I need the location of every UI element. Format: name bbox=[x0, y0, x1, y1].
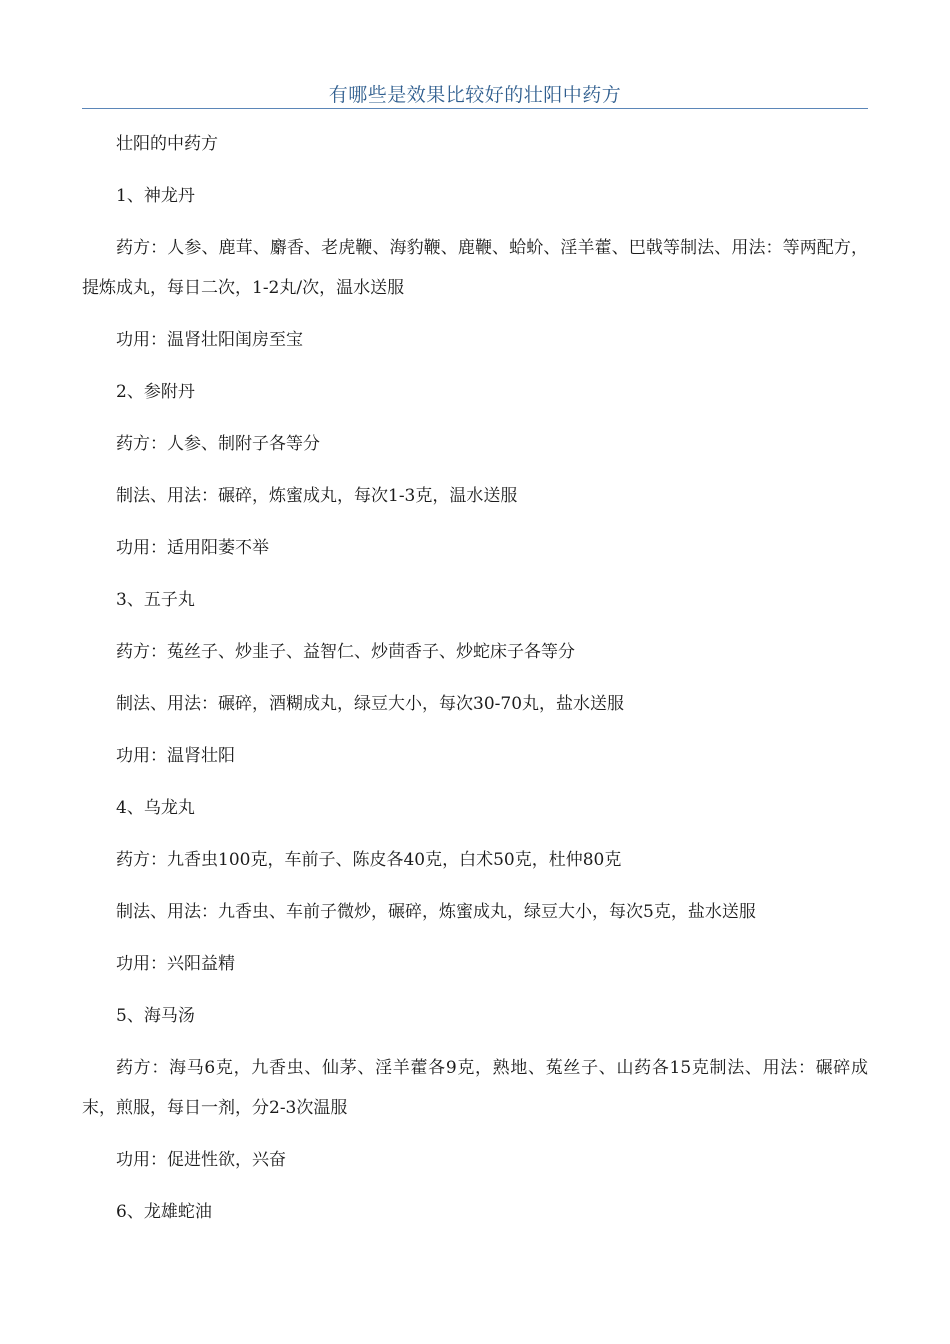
document-body bbox=[82, 124, 868, 1244]
recipe-heading-6: 6、龙雄蛇油 bbox=[116, 1202, 212, 1222]
recipe-3-method: 制法、用法：碾碎，酒糊成丸，绿豆大小，每次30-70丸，盐水送服 bbox=[116, 694, 625, 714]
recipe-heading-1: 1、神龙丹 bbox=[116, 186, 195, 206]
recipe-1-ingredients: 药方：人参、鹿茸、麝香、老虎鞭、海豹鞭、鹿鞭、蛤蚧、淫羊藿、巴戟等制法、用法：等两配方，提炼成丸，每日二次，1-2丸/次，温水送服 bbox=[82, 238, 868, 298]
recipe-5-ingredients: 药方：海马6克，九香虫、仙茅、淫羊藿各9克，熟地、菟丝子、山药各15克制法、用法：碾碎成末，煎服，每日一剂，分2-3次温服 bbox=[82, 1058, 868, 1118]
recipe-3-ingredients: 药方：菟丝子、炒韭子、益智仁、炒茴香子、炒蛇床子各等分 bbox=[116, 642, 575, 662]
recipe-heading-4: 4、乌龙丸 bbox=[116, 798, 195, 818]
recipe-heading-2: 2、参附丹 bbox=[116, 382, 195, 402]
title-underline bbox=[82, 108, 868, 109]
recipe-heading-5: 5、海马汤 bbox=[116, 1006, 195, 1026]
recipe-4-effect: 功用：兴阳益精 bbox=[116, 954, 235, 974]
recipe-4-method: 制法、用法：九香虫、车前子微炒，碾碎，炼蜜成丸，绿豆大小，每次5克，盐水送服 bbox=[116, 902, 756, 922]
recipe-2-method: 制法、用法：碾碎，炼蜜成丸，每次1-3克，温水送服 bbox=[116, 486, 518, 506]
recipe-1-effect: 功用：温肾壮阳闺房至宝 bbox=[116, 330, 303, 350]
recipe-2-ingredients: 药方：人参、制附子各等分 bbox=[116, 434, 320, 454]
recipe-5-effect: 功用：促进性欲，兴奋 bbox=[116, 1150, 286, 1170]
section-heading: 壮阳的中药方 bbox=[116, 134, 218, 154]
recipe-heading-3: 3、五子丸 bbox=[116, 590, 195, 610]
document-title: 有哪些是效果比较好的壮阳中药方 bbox=[328, 84, 622, 106]
recipe-2-effect: 功用：适用阳萎不举 bbox=[116, 538, 269, 558]
recipe-3-effect: 功用：温肾壮阳 bbox=[116, 746, 235, 766]
recipe-4-ingredients: 药方：九香虫100克，车前子、陈皮各40克，白术50克，杜仲80克 bbox=[116, 850, 622, 870]
